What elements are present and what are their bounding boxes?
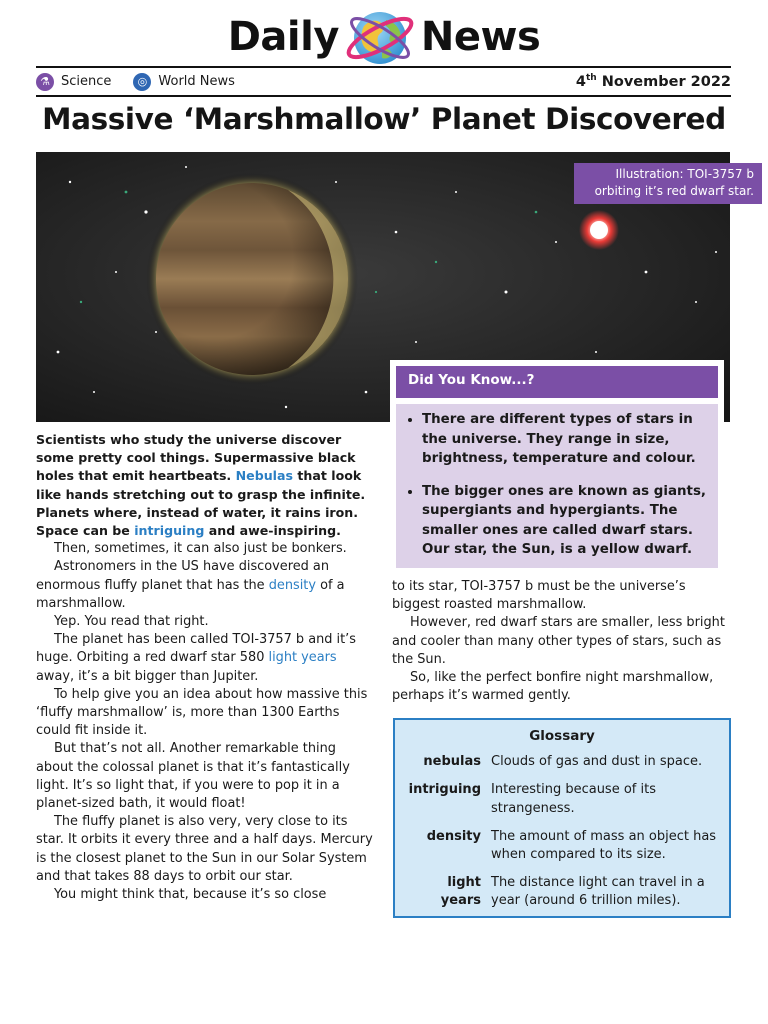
article-paragraph: The fluffy planet is also very, very close to its star. It orbits it every three and a half days. Mercury is the closest planet to the Sun in our Solar System and that takes 88 days to orbit our star.	[36, 814, 373, 884]
fact-item: • There are different types of stars in the universe. They range in size, brightness, temperature and colour.	[422, 410, 708, 469]
glossary-definition: The distance light can travel in a year (around 6 trillion miles).	[491, 875, 705, 909]
glossary-entry	[405, 828, 719, 864]
glossary-term: intriguing	[408, 782, 481, 798]
article-paragraph: Yep. You read that right.	[54, 614, 209, 630]
keyword-link[interactable]: density	[268, 577, 316, 593]
masthead-daily: Daily	[227, 14, 339, 60]
world-news-icon: ◎	[133, 73, 151, 91]
article-paragraph: You might think that, because it’s so close	[54, 887, 327, 903]
category-world-news[interactable]	[133, 73, 235, 91]
category-bar	[36, 68, 731, 95]
issue-date: 4th November 2022	[575, 73, 731, 90]
globe-logo-icon	[342, 4, 418, 70]
headline: Massive ‘Marshmallow’ Planet Discovered	[42, 102, 726, 136]
science-icon: ⚗	[36, 73, 54, 91]
article-paragraph: To help give you an idea about how massive this ‘fluffy marshmallow’ is, more than 1300 Earths could fit inside it.	[36, 686, 368, 739]
article-paragraph: The planet has been called TOI-3757 b and it’s huge. Orbiting a red dwarf star 580 light years away, it’s a bit bigger than Jupiter.	[36, 632, 356, 684]
masthead-news: News	[420, 14, 541, 60]
glossary-entry	[405, 781, 719, 817]
glossary-term: nebulas	[423, 754, 481, 770]
hero-caption: Illustration: TOI-3757 b orbiting it’s red dwarf star.	[574, 163, 762, 204]
fact-item: • The bigger ones are known as giants, supergiants and hypergiants. The smaller ones are called dwarf stars. Our star, the Sun, is a yellow dwarf.	[422, 482, 708, 560]
keyword-link[interactable]: light years	[268, 650, 337, 666]
glossary-definition: The amount of mass an object has when compared to its size.	[491, 828, 717, 863]
glossary-box	[393, 718, 731, 918]
glossary-term: density	[426, 828, 481, 844]
article-lede: Scientists who study the universe discover some pretty cool things. Supermassive black holes that emit heartbeats. Nebulas that look like hands stretching out to grasp the infinite. Planets where, instead of water, it rains iron. Space can be intriguing and awe-inspiring.	[36, 432, 366, 539]
article-column-left	[36, 431, 376, 904]
keyword-link[interactable]: intriguing	[134, 523, 205, 539]
glossary-definition: Clouds of gas and dust in space.	[491, 754, 703, 770]
did-you-know-box	[390, 360, 724, 568]
article-paragraph: However, red dwarf stars are smaller, less bright and cooler than many other types of stars, such as the Sun.	[392, 615, 725, 667]
header-rule-bottom	[36, 95, 731, 97]
did-you-know-title: Did You Know...?	[396, 366, 718, 398]
glossary-term: light years	[440, 875, 481, 909]
category-science[interactable]	[36, 73, 111, 91]
glossary-entry	[405, 753, 719, 771]
masthead	[0, 6, 768, 68]
article-paragraph: Astronomers in the US have discovered an enormous fluffy planet that has the density of a marshmallow.	[36, 559, 345, 611]
article-column-right	[392, 578, 732, 705]
category-world-news-label: World News	[158, 74, 235, 89]
article-paragraph: to its star, TOI-3757 b must be the universe’s biggest roasted marshmallow.	[392, 579, 686, 613]
glossary-definition: Interesting because of its strangeness.	[491, 782, 656, 816]
category-science-label: Science	[61, 74, 112, 89]
glossary-entry	[405, 874, 719, 910]
article-paragraph: So, like the perfect bonfire night marshmallow, perhaps it’s warmed gently.	[392, 670, 714, 704]
keyword-link[interactable]: Nebulas	[235, 468, 293, 484]
article-paragraph: Then, sometimes, it can also just be bonkers.	[54, 541, 347, 557]
article-paragraph: But that’s not all. Another remarkable thing about the colossal planet is that it’s fantastically light. It’s so light that, if you were to pop it in a planet-sized bath, it would float!	[36, 741, 350, 812]
did-you-know-facts	[396, 404, 718, 568]
glossary-title: Glossary	[529, 728, 595, 744]
